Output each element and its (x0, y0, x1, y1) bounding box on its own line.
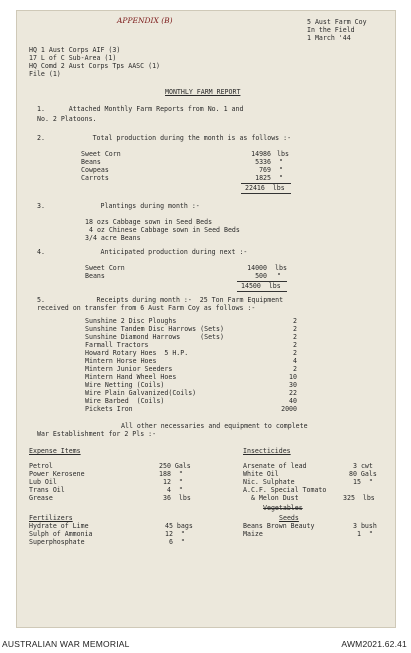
document-page (16, 10, 396, 628)
production-item: Carrots (81, 174, 109, 182)
section-5-outro: War Establishment for 2 Pls :- (37, 430, 157, 438)
anticipated-unit: lbs (275, 264, 287, 272)
anticipated-qty: 14000 (247, 264, 267, 272)
insecticide-item: A.C.F. Special Tomato (243, 486, 327, 494)
fertilizer-qty: 12 " (165, 530, 185, 538)
production-qty: 5336 (255, 158, 271, 166)
anticipated-item: Sweet Corn (85, 264, 125, 272)
archive-footer (0, 632, 411, 653)
expense-item: Petrol (29, 462, 53, 470)
receipt-item: Wire Plain Galvanized(Coils) (85, 389, 197, 397)
planting-line: 18 ozs Cabbage sown in Seed Beds (85, 218, 213, 226)
production-unit: lbs (277, 150, 289, 158)
distribution-item: HQ 1 Aust Corps AIF (3) (29, 46, 121, 54)
seed-item: Maize (243, 530, 263, 538)
fertilizer-qty: 45 bags (165, 522, 193, 530)
receipt-qty: 40 (289, 397, 297, 405)
expense-qty: 12 " (163, 478, 183, 486)
receipt-qty: 2 (293, 341, 297, 349)
production-unit: " (279, 158, 283, 166)
receipt-item: Howard Rotary Hoes 5 H.P. (85, 349, 189, 357)
archive-name: AUSTRALIAN WAR MEMORIAL (2, 639, 130, 649)
insecticide-qty: 3 cwt (353, 462, 373, 470)
production-qty: 769 (259, 166, 271, 174)
receipt-item: Wire Netting (Coils) (85, 381, 165, 389)
insecticides-heading: Insecticides (243, 447, 291, 455)
receipt-item: Farmall Tractors (85, 341, 149, 349)
fertilizers-heading: Fertilizers (29, 514, 73, 522)
letterhead-line: In the Field (307, 26, 355, 34)
receipt-item: Pickets Iron (85, 405, 133, 413)
fertilizer-qty: 6 " (169, 538, 185, 546)
receipt-qty: 2000 (281, 405, 297, 413)
production-unit: " (279, 166, 283, 174)
production-qty: 1825 (255, 174, 271, 182)
report-title: MONTHLY FARM REPORT (165, 88, 241, 96)
production-item: Sweet Corn (81, 150, 121, 158)
insecticide-qty: 80 Gals (349, 470, 377, 478)
receipt-qty: 2 (293, 317, 297, 325)
expense-qty: 36 lbs (163, 494, 191, 502)
fertilizer-item: Hydrate of Lime (29, 522, 89, 530)
production-total: 22416 lbs (245, 184, 285, 192)
archive-reference: AWM2021.62.41 (341, 639, 407, 649)
anticipated-total: 14500 lbs (241, 282, 281, 290)
receipt-qty: 22 (289, 389, 297, 397)
expense-heading: Expense Items (29, 447, 81, 455)
vegetables-heading: Vegetables (263, 504, 303, 512)
production-item: Beans (81, 158, 101, 166)
letterhead-line: 5 Aust Farm Coy (307, 18, 367, 26)
receipt-item: Wire Barbed (Coils) (85, 397, 165, 405)
receipt-qty: 2 (293, 325, 297, 333)
expense-item: Trans Oil (29, 486, 65, 494)
planting-line: 4 oz Chinese Cabbage sown in Seed Beds (89, 226, 240, 234)
expense-item: Lub Oil (29, 478, 57, 486)
anticipated-item: Beans (85, 272, 105, 280)
receipt-qty: 2 (293, 349, 297, 357)
section-5-heading: 5. Receipts during month :- 25 Ton Farm Equipment (37, 296, 284, 304)
distribution-item: 17 L of C Sub-Area (1) (29, 54, 117, 62)
appendix-annotation: APPENDIX (B) (117, 16, 173, 25)
expense-item: Power Kerosene (29, 470, 85, 478)
production-item: Cowpeas (81, 166, 109, 174)
insecticide-item: White Oil (243, 470, 279, 478)
production-qty: 14986 (251, 150, 271, 158)
anticipated-unit: " (277, 272, 281, 280)
receipt-item: Sunshine Diamond Harrows (Sets) (85, 333, 224, 341)
distribution-item: File (1) (29, 70, 61, 78)
insecticide-qty: 325 lbs (343, 494, 375, 502)
section-5-heading: received on transfer from 6 Aust Farm Coy as follows :- (37, 304, 256, 312)
production-unit: " (279, 174, 283, 182)
total-rule (237, 291, 287, 292)
distribution-item: HQ Comd 2 Aust Corps Tps AASC (1) (29, 62, 161, 70)
section-5-outro: All other necessaries and equipment to complete (121, 422, 308, 430)
expense-item: Grease (29, 494, 53, 502)
paragraph-1: 1. Attached Monthly Farm Reports from No. 1 and (37, 105, 244, 113)
insecticide-qty: 15 " (353, 478, 373, 486)
expense-qty: 4 " (167, 486, 183, 494)
receipt-qty: 10 (289, 373, 297, 381)
paragraph-1: No. 2 Platoons. (37, 115, 97, 123)
total-rule (241, 193, 291, 194)
insecticide-item: Arsenate of lead (243, 462, 307, 470)
fertilizer-item: Superphosphate (29, 538, 85, 546)
section-3-heading: 3. Plantings during month :- (37, 202, 200, 210)
section-2-heading: 2. Total production during the month is as follows :- (37, 134, 292, 142)
receipt-qty: 4 (293, 357, 297, 365)
planting-line: 3/4 acre Beans (85, 234, 141, 242)
receipt-item: Mintern Horse Hoes (85, 357, 157, 365)
section-4-heading: 4. Anticipated production during next :- (37, 248, 248, 256)
seed-item: Beans Brown Beauty (243, 522, 315, 530)
receipt-qty: 2 (293, 365, 297, 373)
insecticide-item: Nic. Sulphate (243, 478, 295, 486)
seed-qty: 3 bush (353, 522, 377, 530)
expense-qty: 250 Gals (159, 462, 191, 470)
seeds-heading: Seeds (279, 514, 299, 522)
anticipated-qty: 500 (255, 272, 267, 280)
receipt-qty: 2 (293, 333, 297, 341)
receipt-qty: 30 (289, 381, 297, 389)
fertilizer-item: Sulph of Ammonia (29, 530, 93, 538)
letterhead-line: 1 March '44 (307, 34, 351, 42)
seed-qty: 1 " (357, 530, 373, 538)
insecticide-item: & Melon Dust (243, 494, 299, 502)
receipt-item: Mintern Hand Wheel Hoes (85, 373, 177, 381)
expense-qty: 188 " (159, 470, 183, 478)
receipt-item: Mintern Junior Seeders (85, 365, 173, 373)
receipt-item: Sunshine 2 Disc Ploughs (85, 317, 177, 325)
receipt-item: Sunshine Tandem Disc Harrows (Sets) (85, 325, 224, 333)
